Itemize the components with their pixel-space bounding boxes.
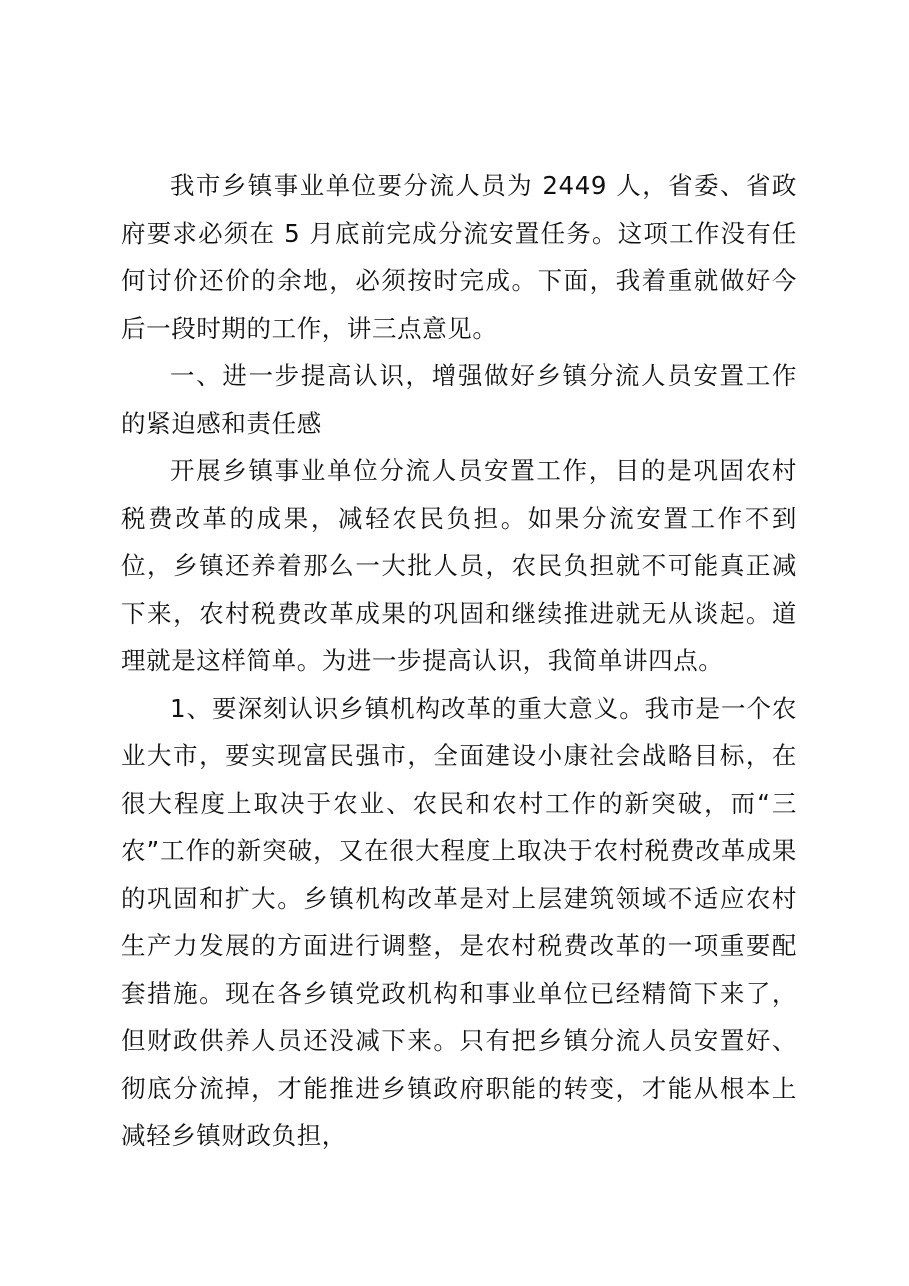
document-body — [121, 162, 797, 1160]
paragraph-intro: 我市乡镇事业单位要分流人员为 2449 人，省委、省政府要求必须在 5 月底前完成分流安置任务。这项工作没有任何讨价还价的余地，必须按时完成。下面，我着重就做好今后一段时期的工作，讲三点意见。 — [121, 171, 797, 343]
paragraph-point-1: 1、要深刻认识乡镇机构改革的重大意义。我市是一个农业大市，要实现富民强市，全面建设小康社会战略目标，在很大程度上取决于农业、农民和农村工作的新突破，而“三农”工作的新突破，又在很大程度上取决于农村税费改革成果的巩固和扩大。乡镇机构改革是对上层建筑领域不适应农村生产力发展的方面进行调整，是农村税费改革的一项重要配套措施。现在各乡镇党政机构和事业单位已经精简下来了，但财政供养人员还没减下来。只有把乡镇分流人员安置好、彻底分流掉，才能推进乡镇政府职能的转变，才能从根本上减轻乡镇财政负担， — [121, 693, 797, 1150]
paragraph-section-1: 开展乡镇事业单位分流人员安置工作，目的是巩固农村税费改革的成果，减轻农民负担。如果分流安置工作不到位，乡镇还养着那么一大批人员，农民负担就不可能真正减下来，农村税费改革成果的巩固和继续推进就无从谈起。道理就是这样简单。为进一步提高认识，我简单讲四点。 — [121, 456, 797, 675]
section-heading-1: 一、进一步提高认识，增强做好乡镇分流人员安置工作的紧迫感和责任感 — [121, 361, 797, 438]
